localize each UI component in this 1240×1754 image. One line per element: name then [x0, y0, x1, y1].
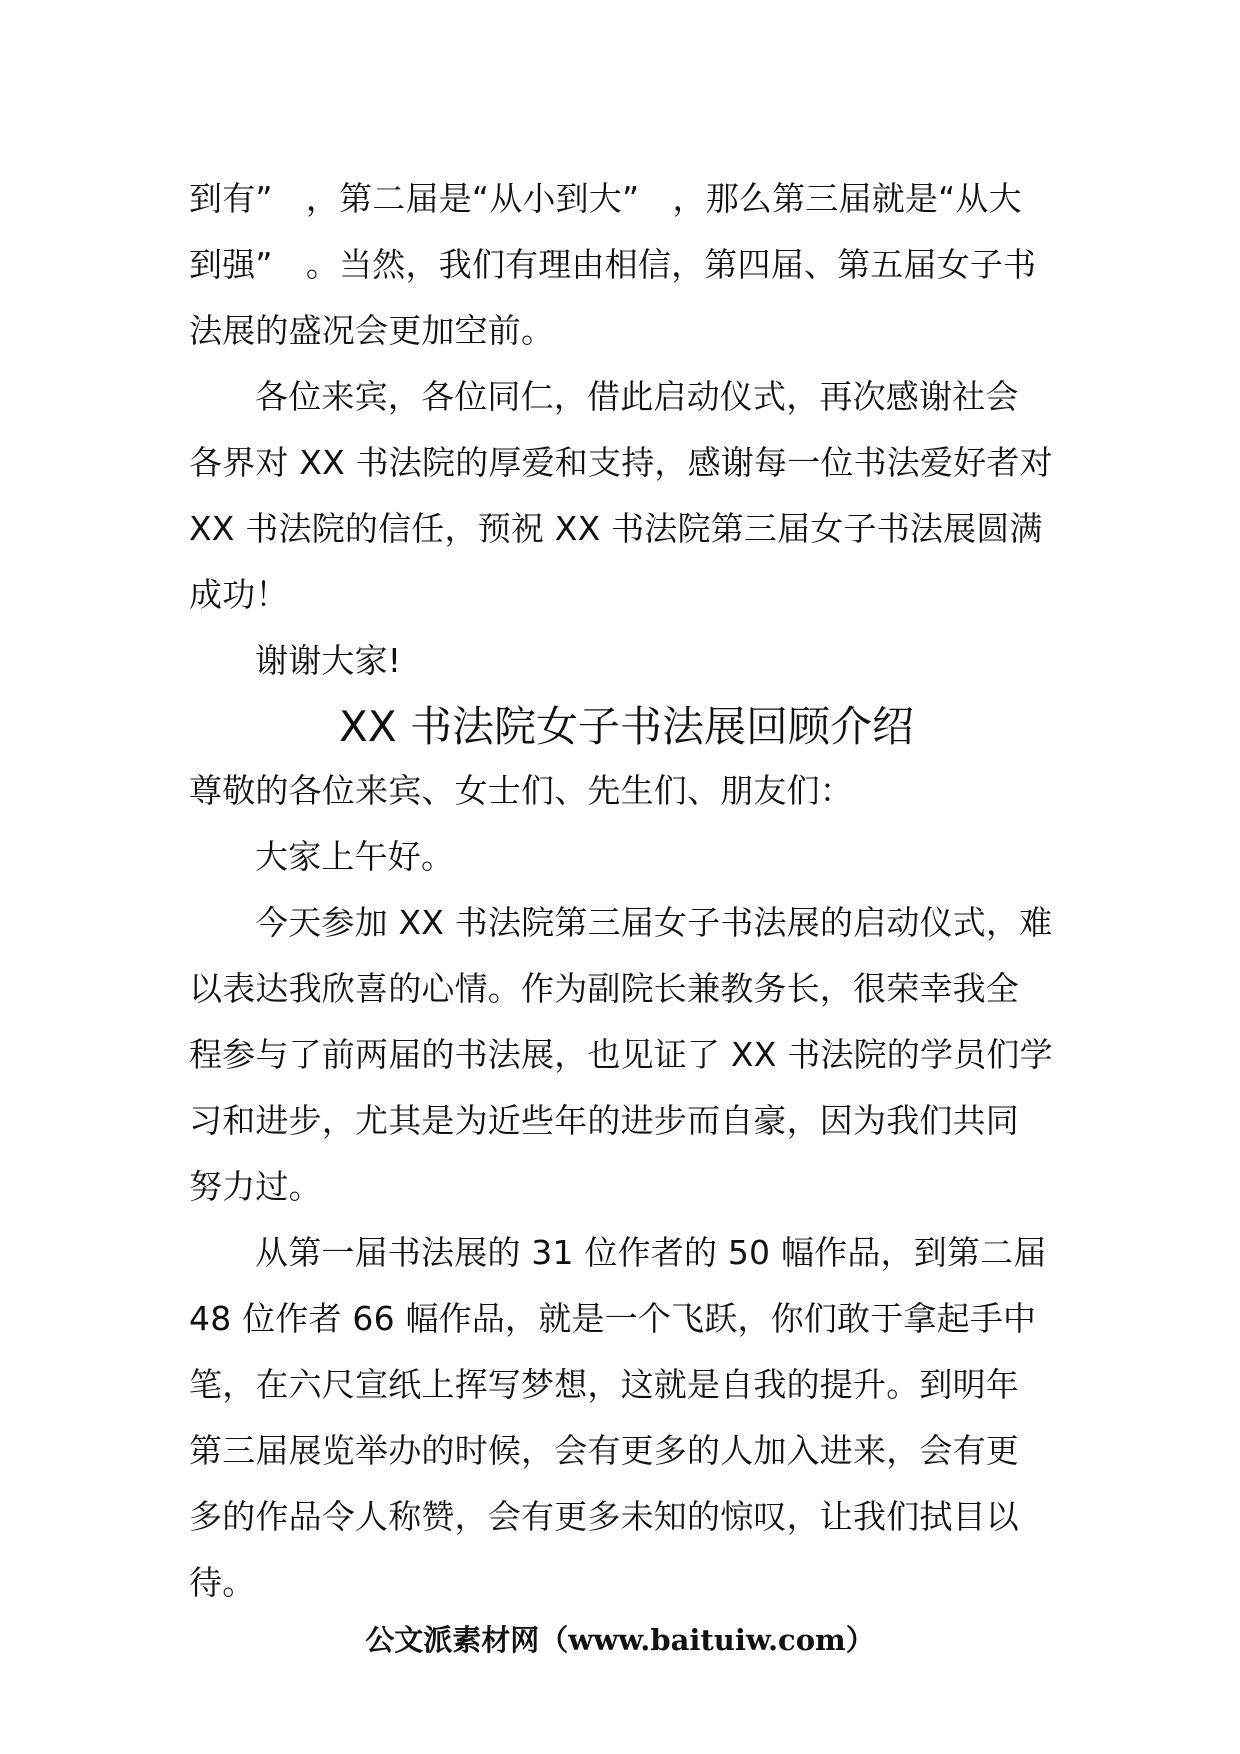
section-title: XX 书法院女子书法展回顾介绍 [339, 702, 914, 751]
text-line: 到有” ，第二届是“从小到大” ，那么第三届就是“从大 [189, 179, 1022, 218]
text-line: 48 位作者 66 幅作品，就是一个飞跃，你们敢于拿起手中 [189, 1299, 1037, 1338]
text-line: 待。 [189, 1563, 256, 1602]
text-line: 笔，在六尺宣纸上挥写梦想，这就是自我的提升。到明年 [189, 1365, 1019, 1404]
salutation: 尊敬的各位来宾、女士们、先生们、朋友们： [189, 771, 853, 810]
paragraph [189, 628, 1064, 694]
paragraph [189, 890, 1064, 1220]
text-line: 以表达我欣喜的心情。作为副院长兼教务长，很荣幸我全 [189, 969, 1019, 1008]
text-line: 第三届展览举办的时候，会有更多的人加入进来，会有更 [189, 1431, 1019, 1470]
text-line: 多的作品令人称赞，会有更多未知的惊叹，让我们拭目以 [189, 1497, 1019, 1536]
text-line: 各界对 XX 书法院的厚爱和支持，感谢每一位书法爱好者对 [189, 443, 1053, 482]
text-line: 习和进步，尤其是为近些年的进步而自豪，因为我们共同 [189, 1101, 1019, 1140]
paragraph [189, 364, 1064, 628]
text-line: 法展的盛况会更加空前。 [189, 311, 555, 350]
text-line: 努力过。 [189, 1167, 322, 1206]
text-line: 今天参加 XX 书法院第三届女子书法展的启动仪式，难 [255, 903, 1053, 942]
text-line: 到强” 。当然，我们有理由相信，第四届、第五届女子书 [189, 245, 1037, 284]
text-line: 成功！ [189, 575, 289, 614]
text-line: 谢谢大家! [255, 641, 402, 680]
text-line: XX 书法院的信任，预祝 XX 书法院第三届女子书法展圆满 [189, 509, 1043, 548]
text-line: 程参与了前两届的书法展，也见证了 XX 书法院的学员们学 [189, 1035, 1053, 1074]
document-body [189, 166, 1064, 1616]
text-line: 各位来宾，各位同仁，借此启动仪式，再次感谢社会 [255, 377, 1019, 416]
greeting: 大家上午好。 [255, 837, 455, 876]
text-line: 从第一届书法展的 31 位作者的 50 幅作品，到第二届 [255, 1233, 1047, 1272]
paragraph [189, 1220, 1064, 1616]
footer-watermark-text: 公文派素材网（www.baituiw.com） [365, 1623, 875, 1657]
paragraph [189, 166, 1064, 364]
